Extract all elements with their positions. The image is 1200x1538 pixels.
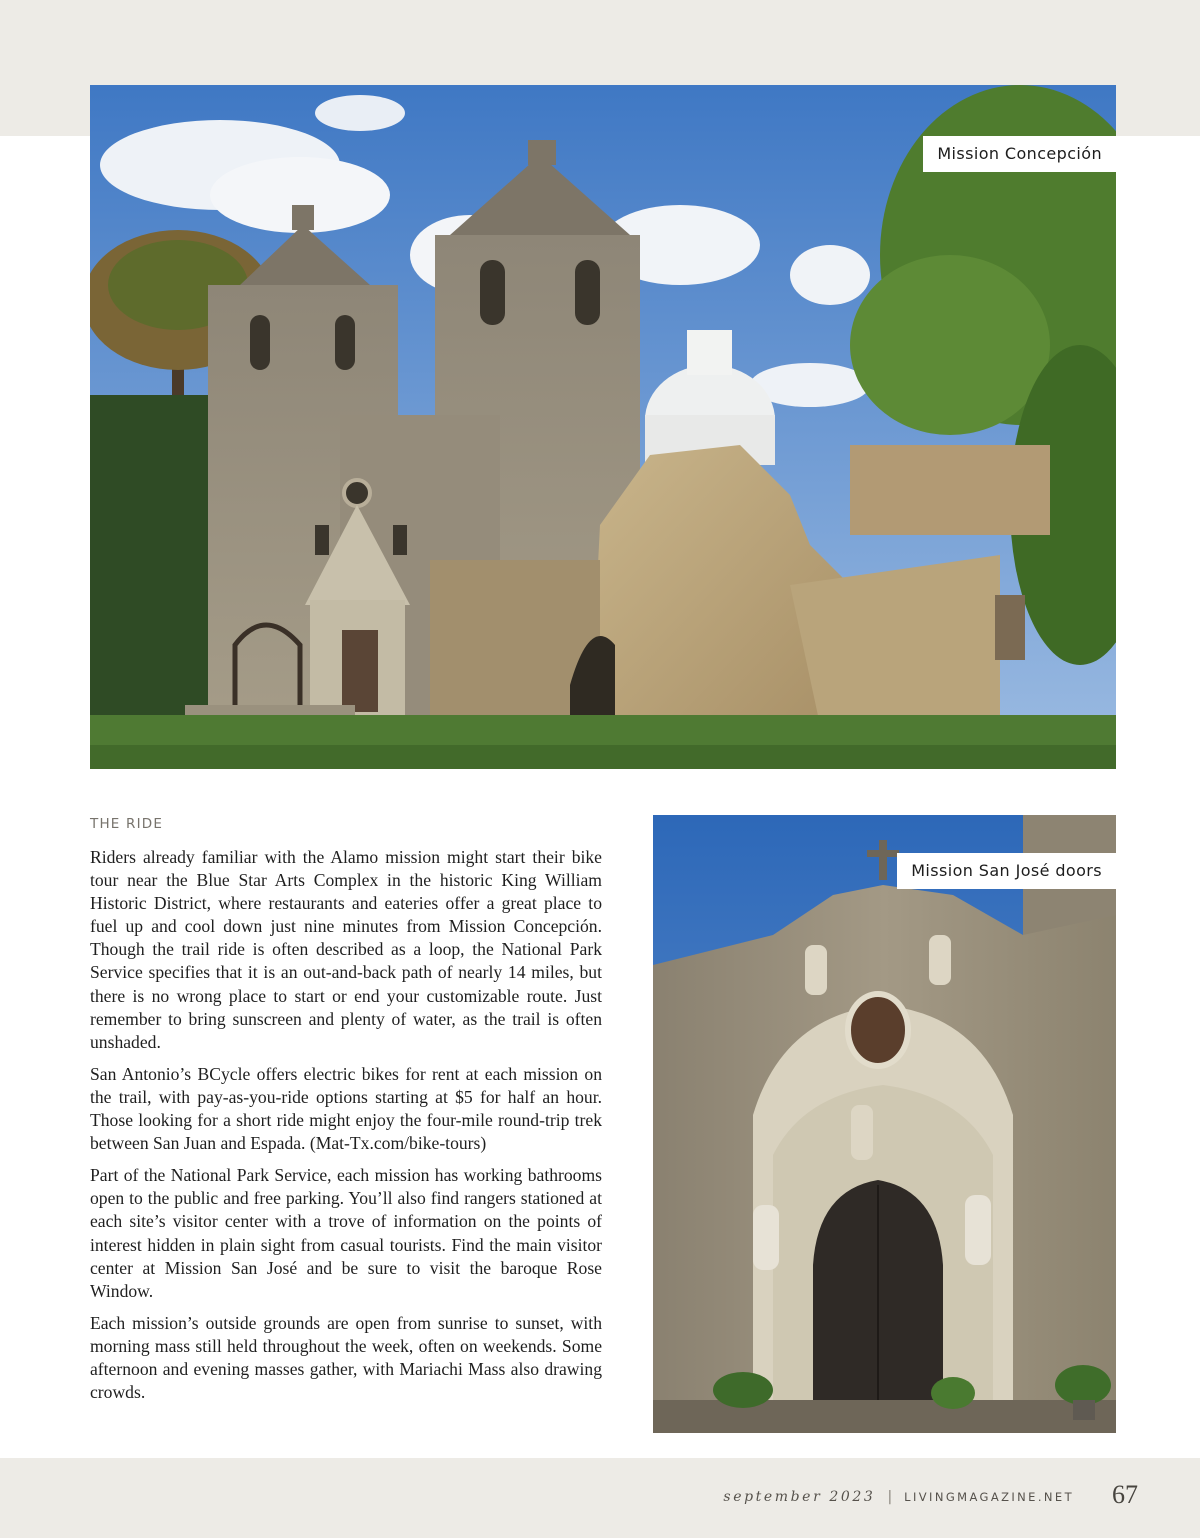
footer-line bbox=[723, 1487, 1074, 1507]
section-kicker: THE RIDE bbox=[90, 816, 164, 832]
footer-separator: | bbox=[887, 1489, 893, 1505]
page-number: 67 bbox=[1112, 1480, 1138, 1509]
mission-concepcion-photo bbox=[90, 85, 1116, 769]
mission-san-jose-photo bbox=[653, 815, 1116, 1433]
website-link[interactable]: LIVINGMAGAZINE.NET bbox=[904, 1490, 1074, 1504]
paragraph: Each mission’s outside grounds are open from sunrise to sunset, with morning mass still held throughout the week, often on weekends. Some afternoon and evening masses gather, with Mariachi Mass also drawing crowds. bbox=[90, 1312, 602, 1403]
paragraph: San Antonio’s BCycle offers electric bikes for rent at each mission on the trail, with pay-as-you-ride options starting at $5 for half an hour. Those looking for a short ride might enjoy the four-mile round-trip trek between San Juan and Espada. (Mat-Tx.com/bike-tours) bbox=[90, 1063, 602, 1154]
paragraph: Riders already familiar with the Alamo mission might start their bike tour near the Blue Star Arts Complex in the historic King William Historic District, where restaurants and eateries offer a great place to fuel up and cool down just nine minutes from Mission Concepción. Though the trail ride is often described as a loop, the National Park Service specifies that it is an out-and-back path of nearly 14 miles, but there is no wrong place to start or end your customizable route. Just remember to bring sunscreen and plenty of water, as the trail is often unshaded. bbox=[90, 847, 602, 1052]
photo-caption: Mission Concepción bbox=[923, 136, 1116, 172]
photo-caption: Mission San José doors bbox=[897, 853, 1116, 889]
mission-concepcion-illustration bbox=[90, 85, 1116, 769]
mission-san-jose-illustration bbox=[653, 815, 1116, 1433]
paragraph: Part of the National Park Service, each mission has working bathrooms open to the public and free parking. You’ll also find rangers stationed at each site’s visitor center with a trove of information on the points of interest hidden in plain sight from casual tourists. Find the main visitor center at Mission San José and be sure to visit the baroque Rose Window. bbox=[90, 1165, 602, 1301]
issue-date: september 2023 bbox=[723, 1489, 876, 1505]
article-body bbox=[90, 814, 602, 1413]
page-footer bbox=[0, 1458, 1200, 1538]
